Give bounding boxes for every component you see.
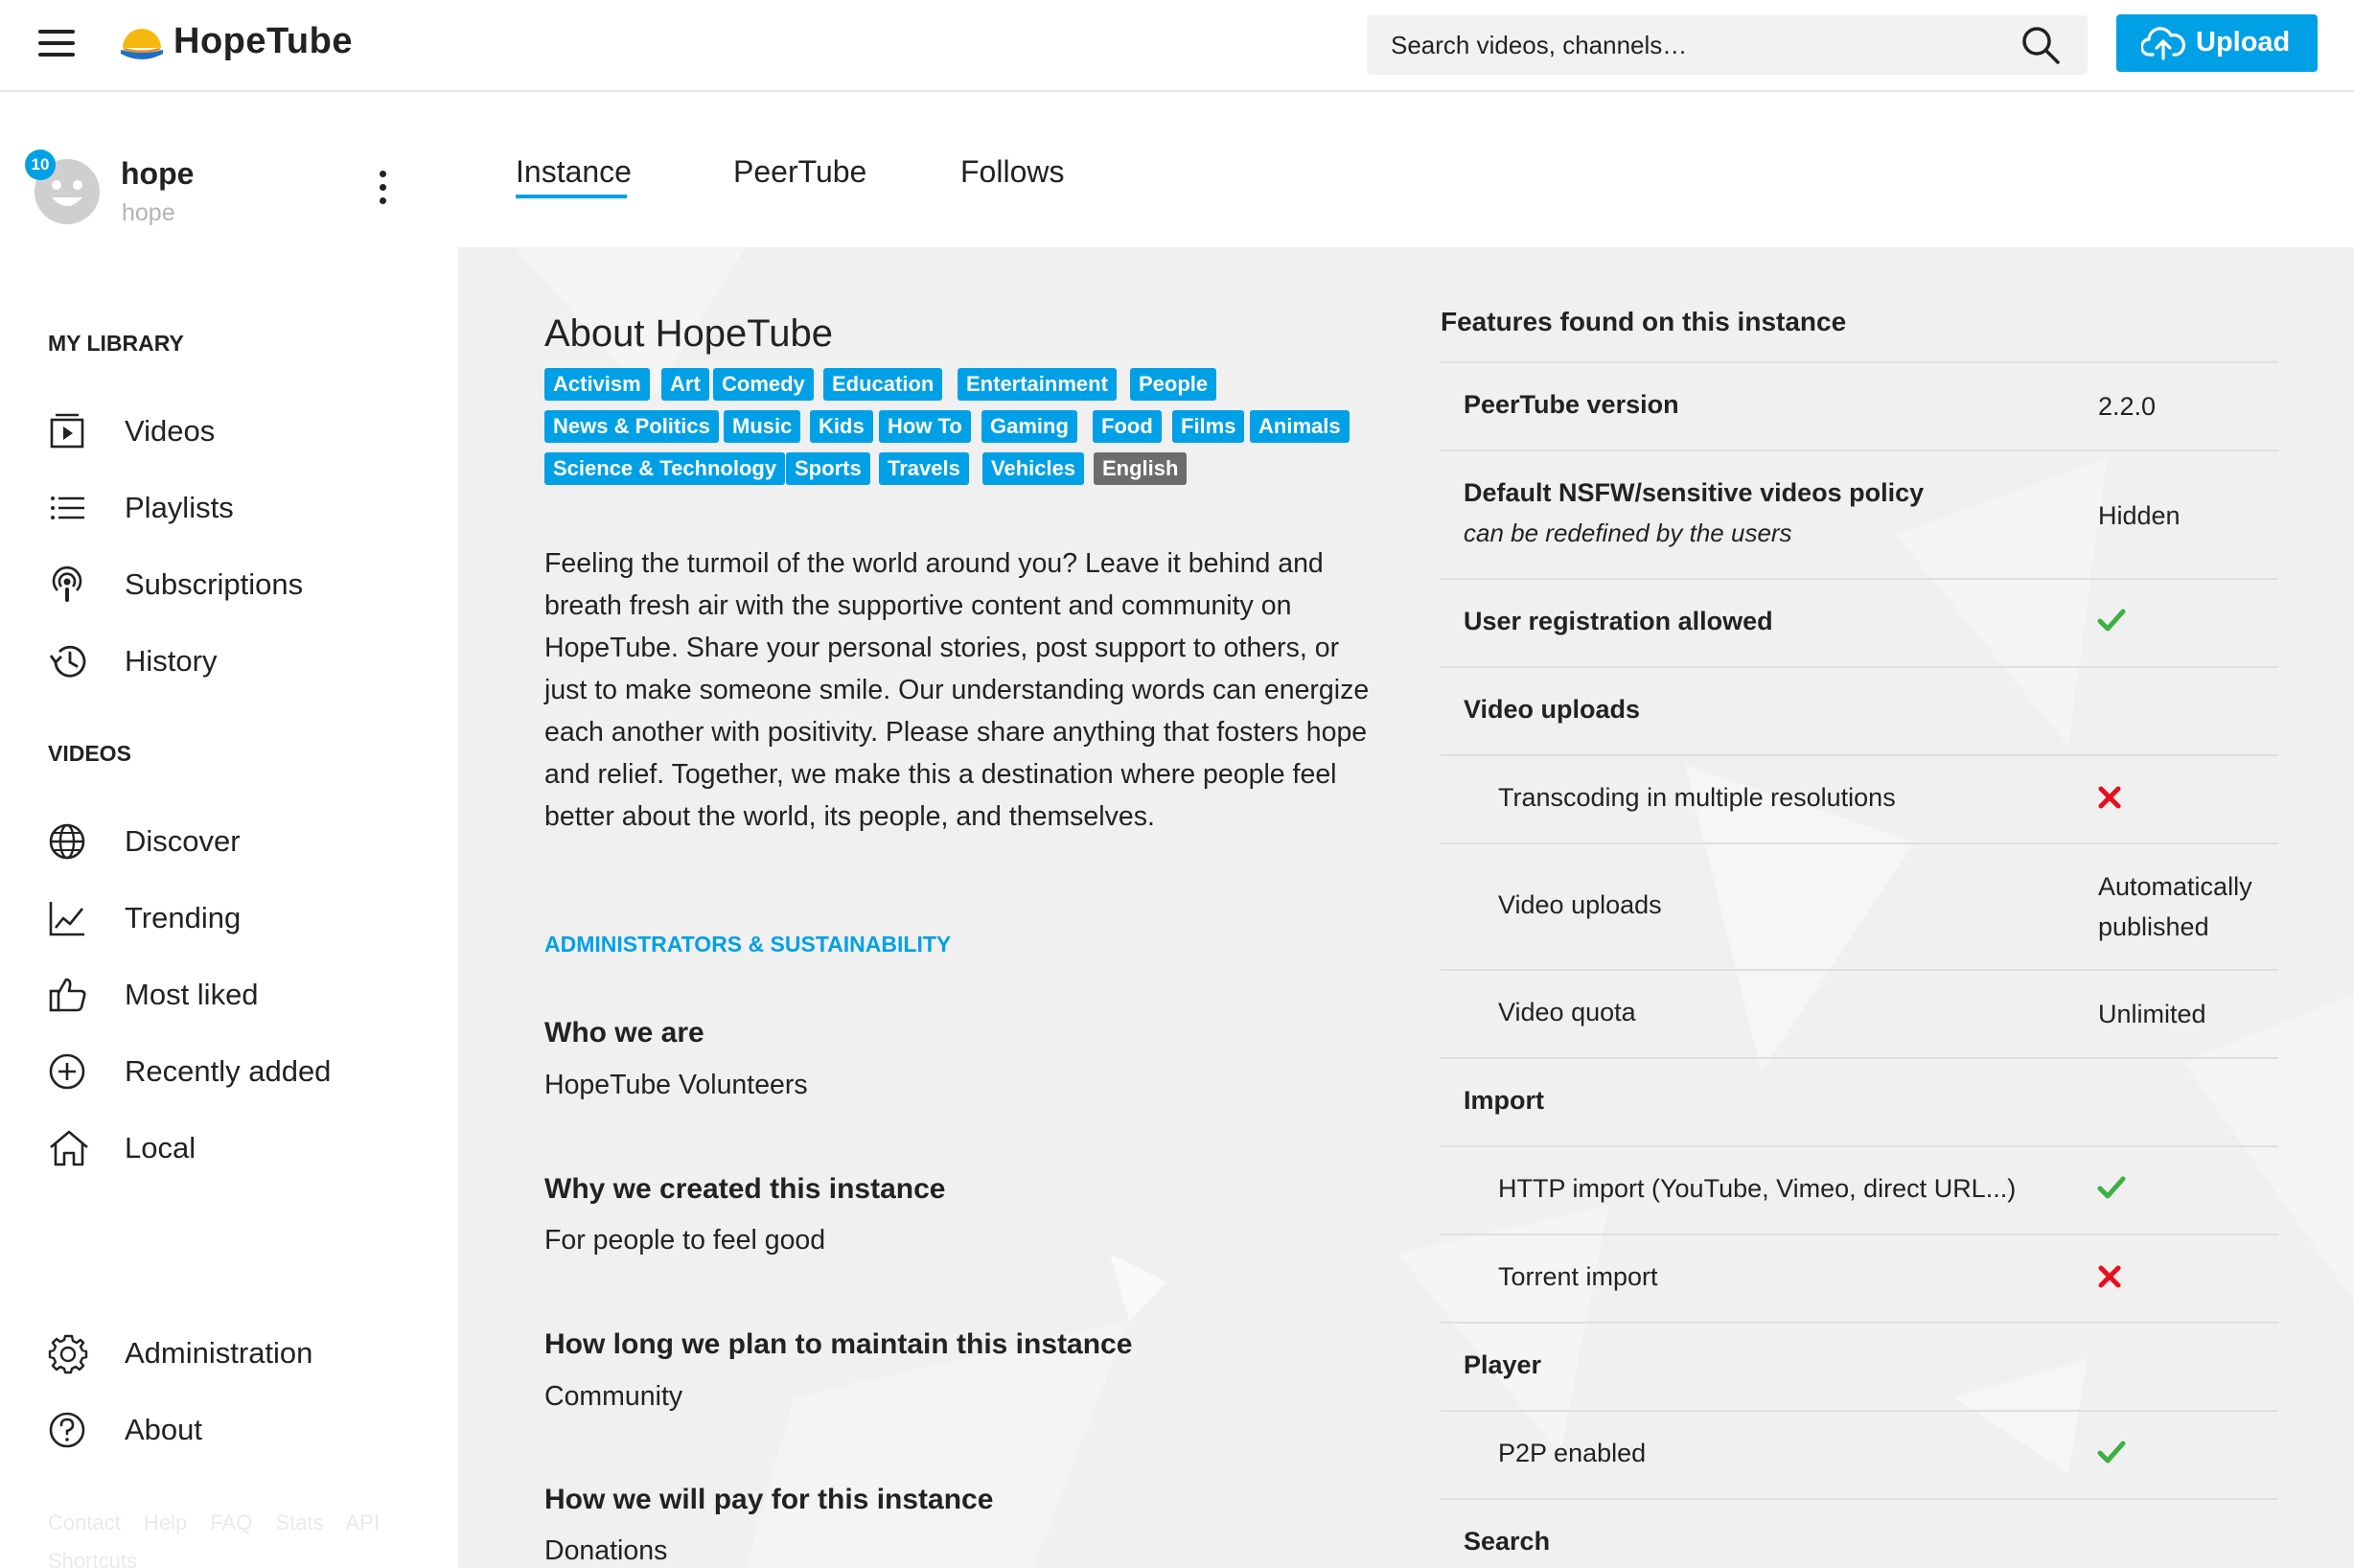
table-row	[1441, 842, 2278, 969]
table-row	[1441, 578, 2278, 666]
home-icon	[48, 1129, 90, 1167]
logo-text[interactable]: HopeTube	[173, 21, 353, 61]
feature-label: User registration allowed	[1464, 607, 1773, 635]
search-icon[interactable]	[2020, 25, 2061, 65]
check-icon	[2097, 607, 2126, 634]
tag[interactable]: Science & Technology	[544, 452, 785, 485]
sidebar-item-administration[interactable]	[48, 1325, 431, 1378]
sidebar-item-local[interactable]	[48, 1119, 431, 1173]
table-row	[1441, 1234, 2278, 1322]
sidebar-item-about[interactable]	[48, 1401, 431, 1455]
footer-link-stats[interactable]: Stats	[275, 1510, 324, 1534]
user-display-name: hope	[121, 156, 195, 191]
feature-label: Default NSFW/sensitive videos policy	[1464, 478, 1925, 507]
about-title: About HopeTube	[544, 312, 833, 355]
feature-label: Video uploads	[1464, 695, 1641, 724]
sidebar-item-label: Subscriptions	[125, 567, 304, 601]
cross-icon	[2097, 785, 2122, 810]
qa-answer: Community	[544, 1381, 683, 1412]
qa-question: Who we are	[544, 1017, 704, 1049]
sidebar-item-history[interactable]	[48, 633, 431, 686]
table-row	[1441, 1410, 2278, 1498]
sidebar-item-label: Discover	[125, 824, 241, 858]
features-title: Features found on this instance	[1441, 307, 1847, 336]
trending-chart-icon	[48, 899, 86, 937]
tag[interactable]: How To	[879, 410, 971, 443]
tag[interactable]: Sports	[786, 452, 870, 485]
tag[interactable]: Comedy	[713, 368, 814, 401]
feature-label: Torrent import	[1498, 1262, 1658, 1291]
sidebar-item-label: History	[125, 644, 218, 678]
table-row	[1441, 666, 2278, 754]
feature-note: can be redefined by the users	[1464, 519, 1792, 547]
user-menu-kebab-icon[interactable]	[380, 171, 386, 211]
search-input[interactable]	[1367, 15, 1999, 75]
plus-circle-icon	[48, 1052, 86, 1091]
table-row	[1441, 450, 2278, 578]
qa-answer: Donations	[544, 1535, 668, 1566]
tag[interactable]: News & Politics	[544, 410, 719, 443]
video-library-icon	[48, 412, 86, 450]
sidebar-item-label: Administration	[125, 1336, 313, 1370]
sidebar-item-subscriptions[interactable]	[48, 556, 431, 610]
feature-value: 2.2.0	[2098, 392, 2157, 421]
cross-icon	[2097, 1264, 2122, 1289]
footer-links	[48, 1510, 397, 1535]
sidebar-item-trending[interactable]	[48, 889, 431, 943]
sidebar-item-label: Recently added	[125, 1054, 332, 1088]
sidebar-item-most-liked[interactable]	[48, 966, 431, 1020]
dot	[380, 197, 386, 204]
tag[interactable]: Music	[724, 410, 800, 443]
sidebar-item-videos[interactable]	[48, 403, 431, 456]
table-row	[1441, 969, 2278, 1057]
footer-link-shortcuts[interactable]: Shortcuts	[48, 1549, 137, 1568]
qa-question: How long we plan to maintain this instance	[544, 1328, 1133, 1360]
tag[interactable]: Art	[661, 368, 709, 401]
podcast-icon	[48, 565, 86, 604]
gear-icon	[48, 1334, 88, 1374]
qa-answer: For people to feel good	[544, 1225, 826, 1256]
tag[interactable]: Animals	[1250, 410, 1350, 443]
tab-follows[interactable]: Follows	[960, 154, 1065, 189]
menu-bar	[38, 53, 75, 57]
tag[interactable]: Education	[823, 368, 942, 401]
active-tab-indicator	[516, 195, 627, 198]
feature-label: Video quota	[1498, 998, 1636, 1026]
tag[interactable]: Travels	[879, 452, 969, 485]
top-header	[0, 0, 2354, 92]
feature-label: Player	[1464, 1350, 1542, 1379]
tag[interactable]: Films	[1172, 410, 1244, 443]
feature-label: Transcoding in multiple resolutions	[1498, 783, 1896, 812]
history-icon	[48, 642, 88, 680]
logo-icon[interactable]	[119, 27, 165, 65]
videos-section-title: VIDEOS	[48, 741, 131, 766]
language-tag[interactable]: English	[1094, 452, 1187, 485]
table-row	[1441, 1145, 2278, 1234]
admin-sustainability-heading: ADMINISTRATORS & SUSTAINABILITY	[544, 932, 952, 957]
check-icon	[2097, 1174, 2126, 1201]
sidebar-item-label: Playlists	[125, 491, 234, 524]
playlist-icon	[48, 489, 86, 527]
feature-label: Search	[1464, 1527, 1551, 1556]
feature-label: Video uploads	[1498, 890, 1662, 919]
table-row	[1441, 1498, 2278, 1568]
tag[interactable]: People	[1130, 368, 1216, 401]
my-library-title: MY LIBRARY	[48, 331, 184, 356]
feature-value: Automatically	[2098, 872, 2252, 901]
table-row	[1441, 361, 2278, 450]
user-handle: hope	[122, 199, 175, 226]
table-row	[1441, 754, 2278, 842]
upload-label: Upload	[2196, 27, 2291, 58]
upload-button[interactable]	[2116, 14, 2318, 72]
tab-instance[interactable]: Instance	[516, 154, 632, 189]
menu-bar	[38, 41, 75, 45]
globe-icon	[48, 822, 86, 861]
sidebar-item-label: Local	[125, 1131, 196, 1164]
menu-bar	[38, 30, 75, 34]
tab-peertube[interactable]: PeerTube	[733, 154, 867, 189]
instance-description: Feeling the turmoil of the world around you? Leave it behind and breath fresh air with the supportive content and community on HopeTube. Share your personal stories, post support to others, or just to make someone smile. Our understanding words can energize each another with positivity. Please share anything that fosters hope and relief. Together, we make this a destination where people feel better about the world, its people, and themselves.	[544, 548, 1370, 832]
sidebar-item-label: Most liked	[125, 978, 259, 1011]
tab-bar	[458, 94, 2354, 247]
hamburger-menu-button[interactable]	[38, 30, 77, 60]
qa-answer: HopeTube Volunteers	[544, 1070, 808, 1100]
sidebar-item-discover[interactable]	[48, 813, 431, 866]
feature-value: Hidden	[2098, 501, 2181, 530]
footer-link-api[interactable]: API	[345, 1510, 380, 1534]
feature-label: PeerTube version	[1464, 390, 1679, 419]
sidebar-item-playlists[interactable]	[48, 479, 431, 533]
qa-question: How we will pay for this instance	[544, 1484, 994, 1515]
dot	[380, 184, 386, 191]
tag[interactable]: Vehicles	[982, 452, 1084, 485]
tag[interactable]: Entertainment	[958, 368, 1117, 401]
table-row	[1441, 1322, 2278, 1410]
tag[interactable]: Activism	[544, 368, 650, 401]
footer-link-help[interactable]: Help	[143, 1510, 188, 1534]
footer-link-contact[interactable]: Contact	[48, 1510, 121, 1534]
cloud-upload-icon	[2141, 26, 2185, 60]
tag[interactable]: Gaming	[981, 410, 1077, 443]
feature-value: Unlimited	[2098, 1000, 2206, 1028]
sidebar-item-label: About	[125, 1413, 203, 1446]
feature-label: P2P enabled	[1498, 1439, 1647, 1467]
qa-question: Why we created this instance	[544, 1173, 946, 1205]
tag[interactable]: Kids	[810, 410, 873, 443]
feature-label: HTTP import (YouTube, Vimeo, direct URL...)	[1498, 1174, 2017, 1203]
thumbs-up-icon	[48, 976, 88, 1014]
table-row	[1441, 1057, 2278, 1145]
tag[interactable]: Food	[1093, 410, 1162, 443]
sidebar-item-label: Videos	[125, 414, 216, 448]
help-circle-icon	[48, 1411, 86, 1449]
footer-link-faq[interactable]: FAQ	[210, 1510, 253, 1534]
feature-label: Import	[1464, 1086, 1544, 1115]
main-content	[458, 247, 2354, 1568]
notification-badge[interactable]: 10	[25, 150, 56, 180]
search-box	[1367, 15, 2088, 75]
dot	[380, 171, 386, 177]
feature-value: published	[2098, 912, 2209, 941]
check-icon	[2097, 1439, 2126, 1465]
sidebar-item-label: Trending	[125, 901, 242, 934]
sidebar-item-recently-added[interactable]	[48, 1043, 431, 1096]
